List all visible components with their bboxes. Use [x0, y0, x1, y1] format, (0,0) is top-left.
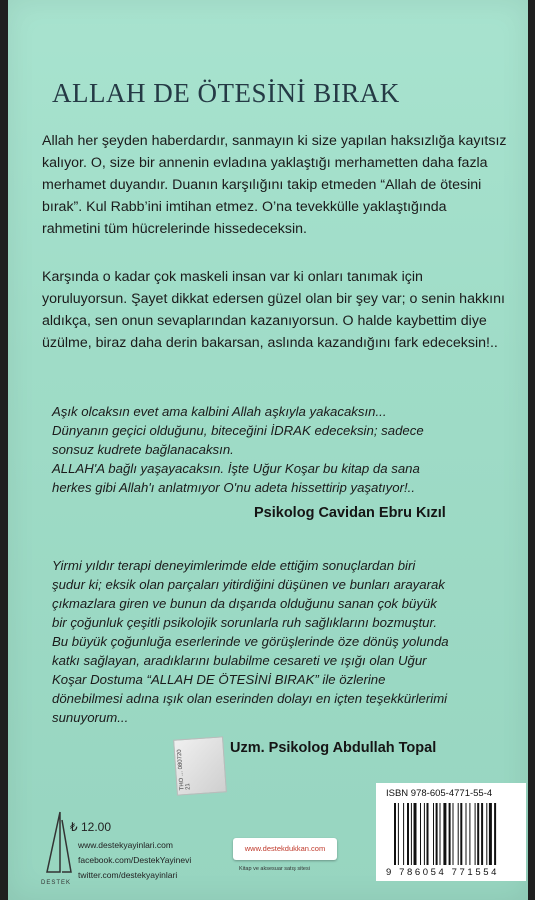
quote-2-author: Uzm. Psikolog Abdullah Topal — [230, 740, 437, 756]
quote-2-line: katkı sağlayan, aradıklarını bulabilme cesareti ve ışığı olan Uğur — [52, 653, 427, 668]
book-back-cover — [8, 0, 528, 900]
quote-1-line: ALLAH'A bağlı yaşayacaksın. İşte Uğur Koşar bu kitap da sana — [52, 461, 420, 476]
price: ₺ 12.00 — [70, 820, 111, 834]
quote-2-line: çıkmazlara giren ve bunun da dışarıda olduğunu sanan çok büyük — [52, 596, 437, 611]
shop-website-note: Kitap ve aksesuar satış sitesi — [239, 866, 310, 872]
store-sticker — [173, 736, 227, 795]
facebook-link[interactable]: facebook.com/DestekYayinevi — [78, 855, 192, 865]
quote-2-line: Yirmi yıldır terapi deneyimlerimde elde ettiğim sonuçlardan biri — [52, 558, 416, 573]
quote-1 — [52, 402, 492, 497]
quote-2-line: bir çoğunluk çeşitli psikolojik sorunlarla ruh sağlıklarını bozmuştur. — [52, 615, 438, 630]
quote-1-line: herkes gibi Allah'ı anlatmıyor O'nu adeta hissettirip yaşatıyor!.. — [52, 480, 415, 495]
barcode-digits: 9 786054 771554 — [386, 867, 499, 878]
quote-1-line: Aşık olcaksın evet ama kalbini Allah aşkıyla yakacaksın... — [52, 404, 387, 419]
quote-2 — [52, 556, 492, 727]
shop-website-button[interactable]: www.destekdukkan.com — [233, 838, 337, 860]
publisher-logo-text: DESTEK — [41, 880, 72, 886]
quote-2-line: sunuyorum... — [52, 710, 129, 725]
quote-1-author: Psikolog Cavidan Ebru Kızıl — [254, 505, 446, 521]
quote-2-line: Bu büyük çoğunluğa eserlerinde ve görüşlerinde öze dönüş yolunda — [52, 634, 449, 649]
blurb-paragraph-1: Allah her şeyden haberdardır, sanmayın ki size yapılan haksızlığa kayıtsız kalıyor. O, size bir annenin evladına yaklaştığı merhametten daha fazla merhamet duyandır. Duanın karşılığını takip etmeden “Allah de ötesini bırak”. Kul Rabb’ini imtihan etmez. O’na tevekkülle yaklaştığında rahmetini tüm hücrelerinde hissedeceksin. — [42, 133, 507, 237]
sticker-code: THO ... 080720 21 — [176, 749, 192, 791]
quote-2-line: dönebilmesi adına ışık olan eserinden dolayı en içten teşekkürlerimi — [52, 691, 448, 706]
book-title: ALLAH DE ÖTESİNİ BIRAK — [52, 78, 400, 108]
quote-1-line: sonsuz kudrete bağlanacaksın. — [52, 442, 234, 457]
quote-1-line: Dünyanın geçici olduğunu, biteceğini İDRAK edeceksin; sadece — [52, 423, 424, 438]
isbn-barcode-label — [376, 783, 526, 881]
barcode-icon — [394, 803, 518, 865]
quote-2-line: Koşar Dostuma “ALLAH DE ÖTESİNİ BIRAK” ile özlerine — [52, 672, 386, 687]
twitter-link[interactable]: twitter.com/destekyayinlari — [78, 870, 178, 880]
publisher-links — [78, 838, 191, 883]
quote-2-line: şudur ki; eksik olan parçaları yitirdiğini düşünen ve bunları arayarak — [52, 577, 445, 592]
blurb-paragraph-2: Karşında o kadar çok maskeli insan var ki onları tanımak için yoruluyorsun. Şayet dikkat edersen güzel olan bir şey var; o senin hakkını aldıkça, sen onun sevaplarından kazanıyorsun. O halde kaybettim diye üzülme, biraz daha derin bakarsan, aslında kazandığını fark edeceksin!.. — [42, 269, 505, 351]
isbn-number: ISBN 978-605-4771-55-4 — [386, 788, 493, 799]
website-link[interactable]: www.destekyayinlari.com — [78, 840, 173, 850]
